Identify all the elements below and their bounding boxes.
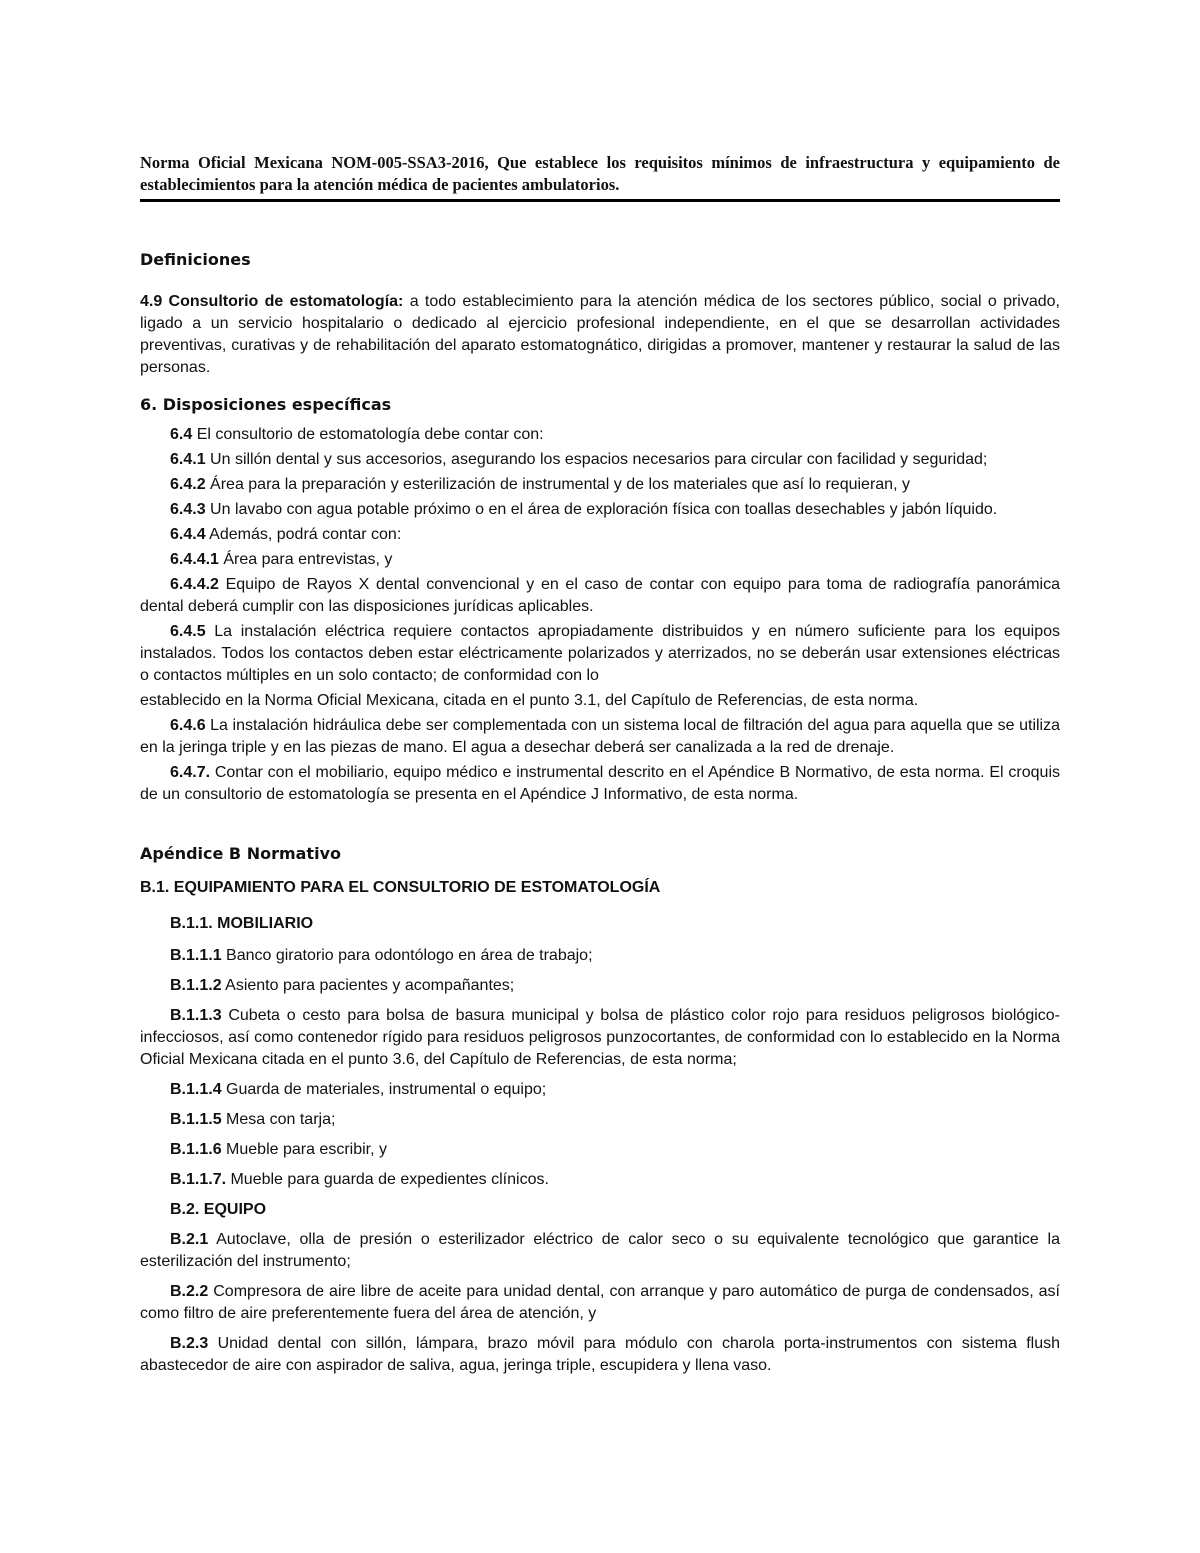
item-text: Mueble para escribir, y [221, 1141, 387, 1158]
item-number: 6.4.3 [170, 501, 206, 518]
item-number: B.1.1.2 [170, 977, 222, 994]
document-page [140, 152, 1060, 1385]
list-item [140, 1005, 1060, 1071]
item-text: Mesa con tarja; [221, 1111, 336, 1128]
definition-number: 4.9 Consultorio de estomatología: [140, 293, 404, 310]
list-item [140, 449, 1060, 471]
item-text: Un lavabo con agua potable próximo o en el área de exploración física con toallas desechables y jabón líquido. [205, 501, 998, 518]
item-text: Área para la preparación y esterilización de instrumental y de los materiales que así lo requieran, y [205, 476, 910, 493]
item-text: Autoclave, olla de presión o esterilizador eléctrico de calor seco o su equivalente tecnológico que garantice la esterilización del instrumento; [140, 1231, 1060, 1270]
list-item [140, 1079, 1060, 1101]
list-item [140, 1109, 1060, 1131]
item-number: 6.4.5 [170, 623, 206, 640]
section-title-apendice-b: Apéndice B Normativo [140, 844, 341, 863]
item-number: B.2.2 [170, 1283, 209, 1300]
list-item [140, 945, 1060, 967]
heading-b2: B.2. EQUIPO [170, 1201, 267, 1218]
list-item [140, 975, 1060, 997]
list-item [140, 715, 1060, 759]
list-item [140, 549, 1060, 571]
item-number: B.1.1.6 [170, 1141, 222, 1158]
heading-b1-1: B.1.1. MOBILIARIO [170, 915, 314, 932]
section-title-definiciones: Definiciones [140, 250, 251, 269]
list-item [140, 424, 1060, 446]
item-number: 6.4 [170, 426, 193, 443]
item-number: 6.4.2 [170, 476, 206, 493]
item-text: La instalación hidráulica debe ser complementada con un sistema local de filtración del agua para aquella que se utiliza en la jeringa triple y en las piezas de mano. El agua a desechar deberá ser canalizada a la red de drenaje. [140, 717, 1060, 756]
list-item [140, 1139, 1060, 1161]
list-item [140, 499, 1060, 521]
item-text: Un sillón dental y sus accesorios, asegurando los espacios necesarios para circular con facilidad y seguridad; [205, 451, 988, 468]
list-item [140, 524, 1060, 546]
item-number: B.2.1 [170, 1231, 209, 1248]
document-header-title: Norma Oficial Mexicana NOM-005-SSA3-2016, Que establece los requisitos mínimos de infraestructura y equipamiento de establecimientos para la atención médica de pacientes ambulatorios. [140, 152, 1060, 202]
item-text: Además, podrá contar con: [205, 526, 402, 543]
item-text: Compresora de aire libre de aceite para unidad dental, con arranque y paro automático de purga de condensados, así como filtro de aire preferentemente fuera del área de atención, y [140, 1283, 1060, 1322]
list-item [140, 1281, 1060, 1325]
item-number: 6.4.6 [170, 717, 206, 734]
heading-b1: B.1. EQUIPAMIENTO PARA EL CONSULTORIO DE ESTOMATOLOGÍA [140, 879, 661, 896]
list-item [140, 621, 1060, 687]
item-number: 6.4.7. [170, 764, 211, 781]
list-item [140, 1229, 1060, 1273]
item-text: Área para entrevistas, y [218, 551, 393, 568]
item-text: Banco giratorio para odontólogo en área de trabajo; [221, 947, 593, 964]
item-number: B.1.1.5 [170, 1111, 222, 1128]
list-item [140, 1169, 1060, 1191]
item-text: Cubeta o cesto para bolsa de basura municipal y bolsa de plástico color rojo para residuos peligrosos biológico-infecciosos, así como contenedor rígido para residuos peligrosos punzocortantes, de conformidad con lo establecido en la Norma Oficial Mexicana citada en el punto 3.6, del Capítulo de Referencias, de esta norma; [140, 1007, 1060, 1068]
item-text: Mueble para guarda de expedientes clínicos. [226, 1171, 549, 1188]
list-item [140, 762, 1060, 806]
definition-text: a todo establecimiento para la atención médica de los sectores público, social o privado, ligado a un servicio hospitalario o dedicado al ejercicio profesional independiente, en el que se desarrollan actividades preventivas, curativas y de rehabilitación del aparato estomatognático, dirigidas a promover, mantener y restaurar la salud de las personas. [140, 293, 1060, 376]
item-text: Asiento para pacientes y acompañantes; [221, 977, 515, 994]
item-number: B.1.1.1 [170, 947, 222, 964]
item-text: Contar con el mobiliario, equipo médico e instrumental descrito en el Apéndice B Normativo, de esta norma. El croquis de un consultorio de estomatología se presenta en el Apéndice J Informativo, de esta norma. [140, 764, 1060, 803]
list-item-continuation [140, 690, 1060, 712]
item-number: 6.4.1 [170, 451, 206, 468]
section-title-disposiciones: 6. Disposiciones específicas [140, 395, 392, 414]
item-text: La instalación eléctrica requiere contactos apropiadamente distribuidos y en número suficiente para los equipos instalados. Todos los contactos deben estar eléctricamente polarizados y aterrizados, no se deberán usar extensiones eléctricas o contactos múltiples en un solo contacto; de conformidad con lo [140, 623, 1060, 684]
list-item [140, 1333, 1060, 1377]
item-text: Unidad dental con sillón, lámpara, brazo móvil para módulo con charola porta-instrumentos con sistema flush abastecedor de aire con aspirador de saliva, agua, jeringa triple, escupidera y llena vaso. [140, 1335, 1060, 1374]
equipo-list [140, 1229, 1060, 1377]
item-number: B.1.1.4 [170, 1081, 222, 1098]
list-item [140, 574, 1060, 618]
item-number: 6.4.4.1 [170, 551, 219, 568]
item-number: B.1.1.7. [170, 1171, 227, 1188]
definition-4-9 [140, 291, 1060, 379]
item-number: B.1.1.3 [170, 1007, 222, 1024]
item-text: El consultorio de estomatología debe contar con: [192, 426, 544, 443]
item-text: establecido en la Norma Oficial Mexicana, citada en el punto 3.1, del Capítulo de Referencias, de esta norma. [140, 692, 919, 709]
list-item [140, 474, 1060, 496]
item-number: 6.4.4.2 [170, 576, 219, 593]
item-text: Guarda de materiales, instrumental o equipo; [221, 1081, 547, 1098]
mobiliario-list [140, 945, 1060, 1191]
item-text: Equipo de Rayos X dental convencional y en el caso de contar con equipo para toma de radiografía panorámica dental deberá cumplir con las disposiciones jurídicas aplicables. [140, 576, 1060, 615]
item-number: 6.4.4 [170, 526, 206, 543]
item-number: B.2.3 [170, 1335, 209, 1352]
disposiciones-list [140, 424, 1060, 806]
